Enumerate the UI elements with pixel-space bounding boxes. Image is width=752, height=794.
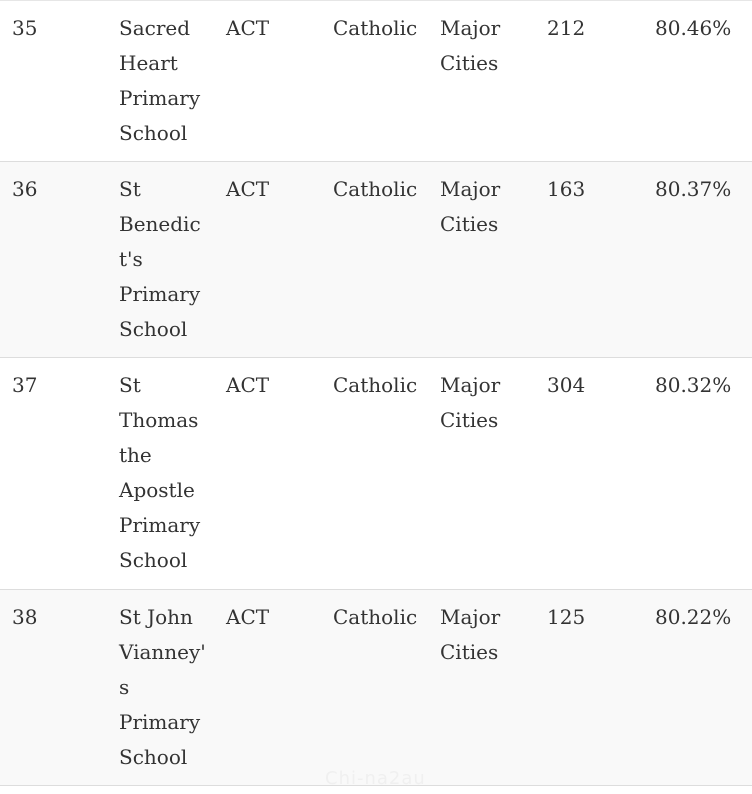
- students-cell: 163: [547, 177, 586, 201]
- sector-cell: Catholic: [333, 373, 418, 397]
- school-name-cell: St Benedict's Primary School: [119, 177, 201, 341]
- location-cell: Major Cities: [440, 16, 501, 75]
- watermark: Chi-na2au: [325, 768, 426, 789]
- rank-cell: 35: [12, 16, 38, 40]
- students-cell: 304: [547, 373, 586, 397]
- rank-cell: 36: [12, 177, 38, 201]
- table-row: [0, 162, 752, 358]
- school-name-cell: St John Vianney's Primary School: [119, 605, 206, 769]
- table-body: [0, 1, 752, 786]
- students-cell: 125: [547, 605, 586, 629]
- rank-cell: 37: [12, 373, 38, 397]
- score-cell: 80.32%: [655, 373, 732, 397]
- sector-cell: Catholic: [333, 16, 418, 40]
- state-cell: ACT: [226, 177, 270, 201]
- state-cell: ACT: [226, 16, 270, 40]
- table-row: [0, 1, 752, 162]
- location-cell: Major Cities: [440, 177, 501, 236]
- state-cell: ACT: [226, 605, 270, 629]
- table-row: [0, 590, 752, 786]
- score-cell: 80.46%: [655, 16, 732, 40]
- score-cell: 80.22%: [655, 605, 732, 629]
- score-cell: 80.37%: [655, 177, 732, 201]
- rank-cell: 38: [12, 605, 38, 629]
- students-cell: 212: [547, 16, 586, 40]
- state-cell: ACT: [226, 373, 270, 397]
- sector-cell: Catholic: [333, 177, 418, 201]
- table-row: [0, 358, 752, 590]
- sector-cell: Catholic: [333, 605, 418, 629]
- location-cell: Major Cities: [440, 373, 501, 432]
- school-name-cell: Sacred Heart Primary School: [119, 16, 201, 145]
- school-name-cell: St Thomas the Apostle Primary School: [119, 373, 201, 572]
- location-cell: Major Cities: [440, 605, 501, 664]
